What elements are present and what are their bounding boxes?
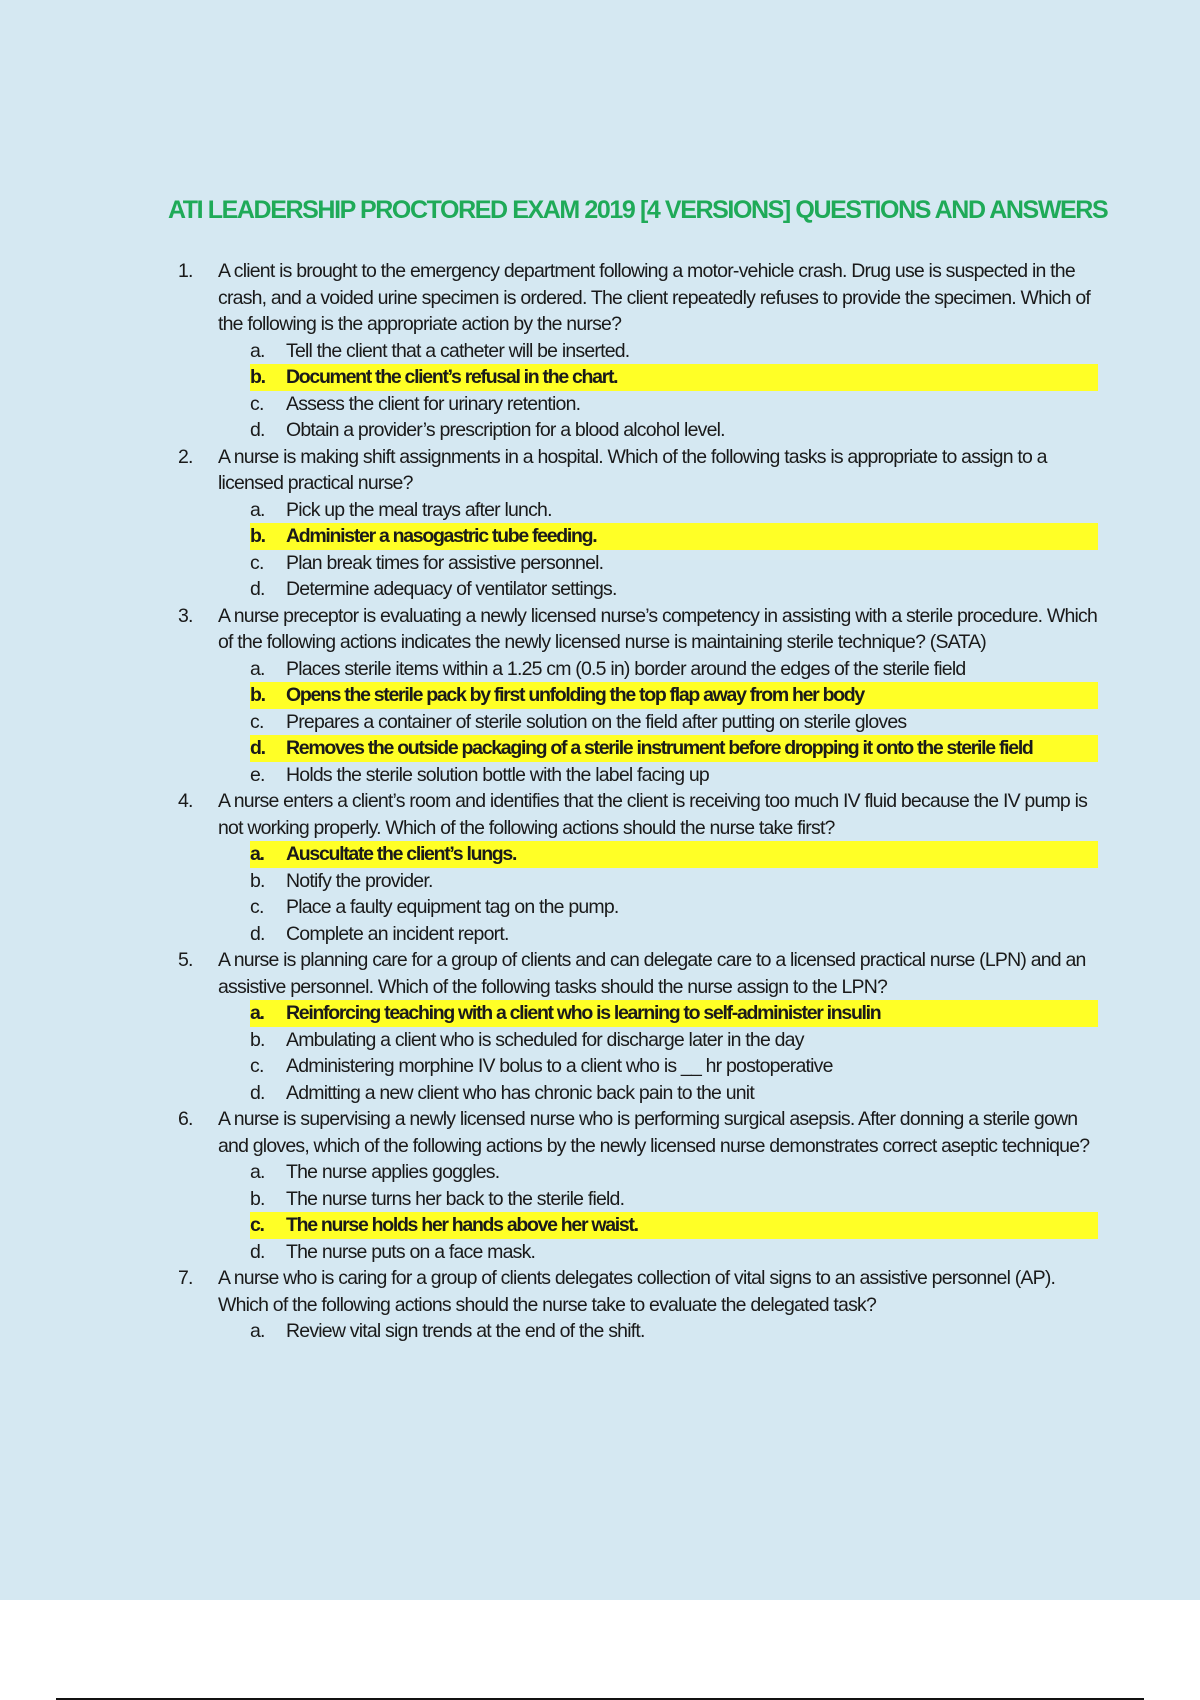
option-letter: a. [250, 1161, 265, 1183]
question-7 [178, 1265, 1098, 1345]
answer-options [218, 1000, 1098, 1106]
option-text: Prepares a container of sterile solution on the field after putting on sterile gloves [286, 710, 907, 733]
document-title: ATI LEADERSHIP PROCTORED EXAM 2019 [4 VERSIONS] QUESTIONS AND ANSWERS [168, 196, 1108, 224]
option-letter: d. [250, 419, 265, 441]
answer-option [250, 868, 1098, 895]
option-letter: c. [250, 1214, 264, 1236]
option-letter: a. [250, 1320, 265, 1342]
option-text: The nurse puts on a face mask. [286, 1240, 536, 1263]
option-text: Determine adequacy of ventilator settings. [286, 578, 617, 600]
option-letter: d. [250, 1081, 265, 1104]
correct-answer-option [250, 682, 1098, 709]
answer-option [250, 1159, 1098, 1186]
answer-options [218, 338, 1098, 444]
option-text: Administering morphine IV bolus to a client who is __ hr postoperative [286, 1055, 833, 1077]
question-5 [178, 947, 1098, 1106]
option-text: Administer a nasogastric tube feeding. [286, 525, 597, 547]
option-letter: c. [250, 710, 264, 733]
answer-option [250, 1027, 1098, 1054]
answer-option [250, 1239, 1098, 1266]
answer-option [250, 1186, 1098, 1213]
correct-answer-option [250, 364, 1098, 391]
answer-option [250, 1053, 1098, 1080]
question-1 [178, 258, 1098, 444]
question-number: 6. [178, 1108, 193, 1130]
correct-answer-option [250, 841, 1098, 868]
option-text: Opens the sterile pack by first unfolding the top flap away from her body [286, 684, 864, 706]
option-text: Tell the client that a catheter will be inserted. [286, 339, 630, 362]
question-3 [178, 603, 1098, 789]
question-number: 3. [178, 604, 193, 627]
question-list [178, 258, 1098, 1345]
answer-option [250, 1080, 1098, 1107]
answer-options [218, 656, 1098, 789]
answer-option [250, 894, 1098, 921]
answer-option [250, 762, 1098, 789]
option-text: Pick up the meal trays after lunch. [286, 498, 552, 521]
option-letter: b. [250, 1187, 265, 1210]
option-text: The nurse applies goggles. [286, 1161, 500, 1183]
question-number: 1. [178, 260, 193, 282]
question-number: 7. [178, 1267, 193, 1289]
option-letter: b. [250, 366, 265, 388]
answer-option [250, 391, 1098, 418]
option-text: Admitting a new client who has chronic back pain to the unit [286, 1081, 754, 1104]
option-text: Place a faulty equipment tag on the pump. [286, 896, 619, 918]
answer-option [250, 417, 1098, 444]
option-letter: a. [250, 498, 265, 521]
option-text: Auscultate the client’s lungs. [286, 843, 517, 865]
option-letter: a. [250, 843, 264, 865]
option-letter: d. [250, 922, 265, 945]
question-text: A client is brought to the emergency department following a motor-vehicle crash. Drug use is suspected in the crash, and a voided urine specimen is ordered. The client repeatedly refuses to provide the specimen. Which of the following is the appropriate action by the nurse? [218, 260, 1090, 335]
option-letter: b. [250, 1028, 265, 1051]
option-text: Holds the sterile solution bottle with the label facing up [286, 763, 709, 786]
option-text: Plan break times for assistive personnel. [286, 551, 604, 574]
option-text: Notify the provider. [286, 869, 433, 892]
correct-answer-option [250, 1212, 1098, 1239]
answer-option [250, 338, 1098, 365]
option-letter: d. [250, 578, 265, 600]
option-letter: a. [250, 1002, 264, 1024]
option-text: Obtain a provider’s prescription for a blood alcohol level. [286, 419, 725, 441]
option-letter: d. [250, 737, 265, 759]
option-text: Complete an incident report. [286, 922, 509, 945]
option-letter: b. [250, 684, 265, 706]
question-text: A nurse who is caring for a group of clients delegates collection of vital signs to an assistive personnel (AP). Which of the following actions should the nurse take to evaluate the delegated task? [218, 1267, 1056, 1316]
correct-answer-option [250, 735, 1098, 762]
answer-options [218, 841, 1098, 947]
option-letter: d. [250, 1240, 265, 1263]
answer-option [250, 497, 1098, 524]
option-letter: c. [250, 1055, 264, 1077]
question-text: A nurse is supervising a newly licensed nurse who is performing surgical asepsis. After donning a sterile gown and gloves, which of the following actions by the newly licensed nurse demonstrates correct aseptic technique? [218, 1108, 1090, 1157]
option-letter: e. [250, 763, 265, 786]
answer-option [250, 576, 1098, 603]
answer-option [250, 709, 1098, 736]
correct-answer-option [250, 1000, 1098, 1027]
option-text: The nurse holds her hands above her waist. [286, 1214, 638, 1236]
question-2 [178, 444, 1098, 603]
answer-options [218, 497, 1098, 603]
option-text: Ambulating a client who is scheduled for discharge later in the day [286, 1028, 804, 1051]
option-letter: a. [250, 339, 265, 362]
option-letter: b. [250, 525, 265, 547]
option-letter: b. [250, 869, 265, 892]
option-letter: c. [250, 896, 264, 918]
question-text: A nurse preceptor is evaluating a newly licensed nurse’s competency in assisting with a sterile procedure. Which of the following actions indicates the newly licensed nurse is maintaining sterile technique? (SATA) [218, 604, 1098, 653]
option-text: Review vital sign trends at the end of the shift. [286, 1320, 645, 1342]
option-text: Reinforcing teaching with a client who is learning to self-administer insulin [286, 1002, 881, 1024]
option-letter: c. [250, 551, 264, 574]
option-text: The nurse turns her back to the sterile field. [286, 1187, 625, 1210]
answer-option [250, 550, 1098, 577]
answer-option [250, 656, 1098, 683]
question-number: 5. [178, 949, 193, 971]
answer-option [250, 921, 1098, 948]
option-letter: a. [250, 657, 265, 680]
option-letter: c. [250, 392, 264, 415]
question-text: A nurse is planning care for a group of clients and can delegate care to a licensed practical nurse (LPN) and an assistive personnel. Which of the following tasks should the nurse assign to the LPN? [218, 949, 1086, 998]
correct-answer-option [250, 523, 1098, 550]
answer-options [218, 1159, 1098, 1265]
option-text: Removes the outside packaging of a sterile instrument before dropping it onto the sterile field [286, 737, 1033, 759]
question-4 [178, 788, 1098, 947]
question-text: A nurse enters a client’s room and identifies that the client is receiving too much IV fluid because the IV pump is not working properly. Which of the following actions should the nurse take first? [218, 790, 1088, 839]
answer-option [250, 1318, 1098, 1345]
question-number: 2. [178, 445, 193, 468]
question-text: A nurse is making shift assignments in a hospital. Which of the following tasks is appropriate to assign to a licensed practical nurse? [218, 445, 1047, 494]
option-text: Places sterile items within a 1.25 cm (0.5 in) border around the edges of the sterile field [286, 657, 966, 680]
question-number: 4. [178, 790, 193, 812]
question-6 [178, 1106, 1098, 1265]
option-text: Assess the client for urinary retention. [286, 392, 581, 415]
answer-options [218, 1318, 1098, 1345]
option-text: Document the client’s refusal in the chart. [286, 366, 618, 388]
